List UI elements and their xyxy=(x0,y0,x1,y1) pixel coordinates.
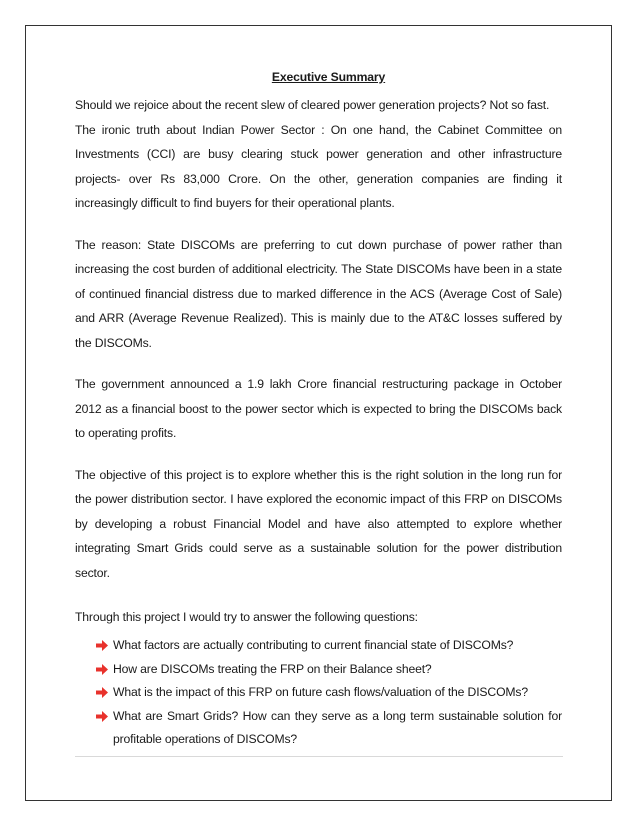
paragraph-intro-question: Should we rejoice about the recent slew of cleared power generation projects? Not so fast. xyxy=(75,98,550,112)
question-text: What factors are actually contributing to current financial state of DISCOMs? xyxy=(113,638,514,652)
document-body xyxy=(75,70,562,752)
paragraph-ironic-truth: The ironic truth about Indian Power Sector : On one hand, the Cabinet Committee on Investments (CCI) are busy clearing stuck power generation and other infrastructure projects- over Rs 83,000 Crore. On the other, generation companies are finding it increasingly difficult to find buyers for their operational plants. xyxy=(75,122,562,210)
questions-list xyxy=(75,634,562,752)
paragraph-reason: The reason: State DISCOMs are preferring to cut down purchase of power rather than increasing the cost burden of additional electricity. The State DISCOMs have been in a state of continued financial distress due to marked difference in the ACS (Average Cost of Sale) and ARR (Average Revenue Realized). This is mainly due to the AT&C losses suffered by the DISCOMs. xyxy=(75,237,562,350)
paragraph-questions-intro: Through this project I would try to answer the following questions: xyxy=(75,610,418,624)
paragraph-frp-announcement: The government announced a 1.9 lakh Crore financial restructuring package in October 2012 as a financial boost to the power sector which is expected to bring the DISCOMs back to operating profits. xyxy=(75,377,562,440)
list-item xyxy=(75,705,562,752)
page-title: Executive Summary xyxy=(271,70,386,84)
right-arrow-icon xyxy=(96,640,108,651)
paragraph-objective: The objective of this project is to explore whether this is the right solution in the long run for the power distribution sector. I have explored the economic impact of this FRP on DISCOMs by developing a robust Financial Model and have also attempted to explore whether integrating Smart Grids could serve as a sustainable solution for the power distribution sector. xyxy=(75,467,562,580)
question-text: How are DISCOMs treating the FRP on their Balance sheet? xyxy=(113,661,432,676)
right-arrow-icon xyxy=(96,687,108,698)
question-text: What are Smart Grids? How can they serve as a long term sustainable solution for profitable operations of DISCOMs? xyxy=(113,708,562,746)
right-arrow-icon xyxy=(96,711,108,722)
question-text: What is the impact of this FRP on future cash flows/valuation of the DISCOMs? xyxy=(113,685,528,699)
right-arrow-icon xyxy=(96,664,108,675)
footer-divider xyxy=(75,756,563,757)
list-item xyxy=(75,658,562,682)
list-item xyxy=(75,634,562,658)
list-item xyxy=(75,681,562,705)
